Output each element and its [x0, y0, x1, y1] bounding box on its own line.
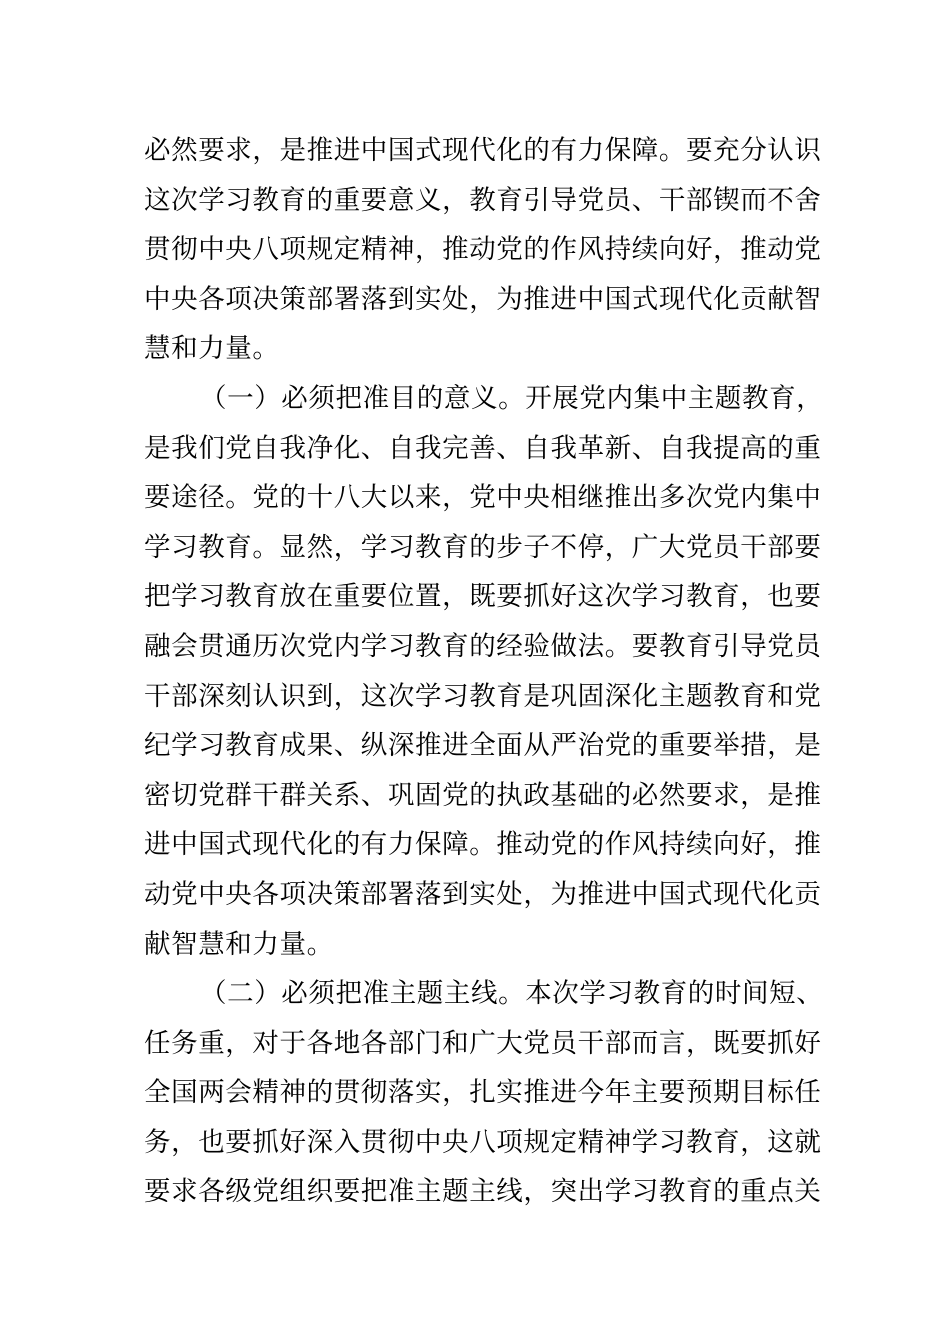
text-line: 学习教育。显然，学习教育的步子不停，广大党员干部要 [144, 531, 822, 563]
text-line: 进中国式现代化的有力保障。推动党的作风持续向好，推 [144, 829, 822, 861]
text-line: 干部深刻认识到，这次学习教育是巩固深化主题教育和党 [144, 680, 822, 712]
text-line: 贯彻中央八项规定精神，推动党的作风持续向好，推动党 [144, 234, 822, 266]
text-line: 要求各级党组织要把准主题主线，突出学习教育的重点关 [144, 1176, 822, 1208]
text-line: 这次学习教育的重要意义，教育引导党员、干部锲而不舍 [144, 184, 822, 216]
text-line: 动党中央各项决策部署落到实处，为推进中国式现代化贡 [144, 878, 822, 910]
text-line: 要途径。党的十八大以来，党中央相继推出多次党内集中 [144, 482, 822, 514]
text-line: 必然要求，是推进中国式现代化的有力保障。要充分认识 [144, 135, 822, 166]
text-line: 中央各项决策部署落到实处，为推进中国式现代化贡献智 [144, 283, 822, 315]
text-line: 把学习教育放在重要位置，既要抓好这次学习教育，也要 [144, 581, 822, 613]
text-line: 献智慧和力量。 [144, 928, 334, 960]
text-line: 密切党群干群关系、巩固党的执政基础的必然要求，是推 [144, 779, 822, 811]
text-line: 融会贯通历次党内学习教育的经验做法。要教育引导党员 [144, 630, 822, 662]
text-line: 任务重，对于各地各部门和广大党员干部而言，既要抓好 [144, 1027, 822, 1059]
text-line: 务，也要抓好深入贯彻中央八项规定精神学习教育，这就 [144, 1126, 822, 1158]
section-heading-line: （二）必须把准主题主线。本次学习教育的时间短、 [200, 978, 824, 1010]
text-line: 慧和力量。 [144, 333, 280, 365]
body-text [144, 126, 824, 1217]
section-heading-line: （一）必须把准目的意义。开展党内集中主题教育， [200, 382, 824, 414]
text-line: 全国两会精神的贯彻落实，扎实推进今年主要预期目标任 [144, 1077, 822, 1109]
text-line: 纪学习教育成果、纵深推进全面从严治党的重要举措，是 [144, 730, 822, 762]
text-line: 是我们党自我净化、自我完善、自我革新、自我提高的重 [144, 432, 822, 464]
